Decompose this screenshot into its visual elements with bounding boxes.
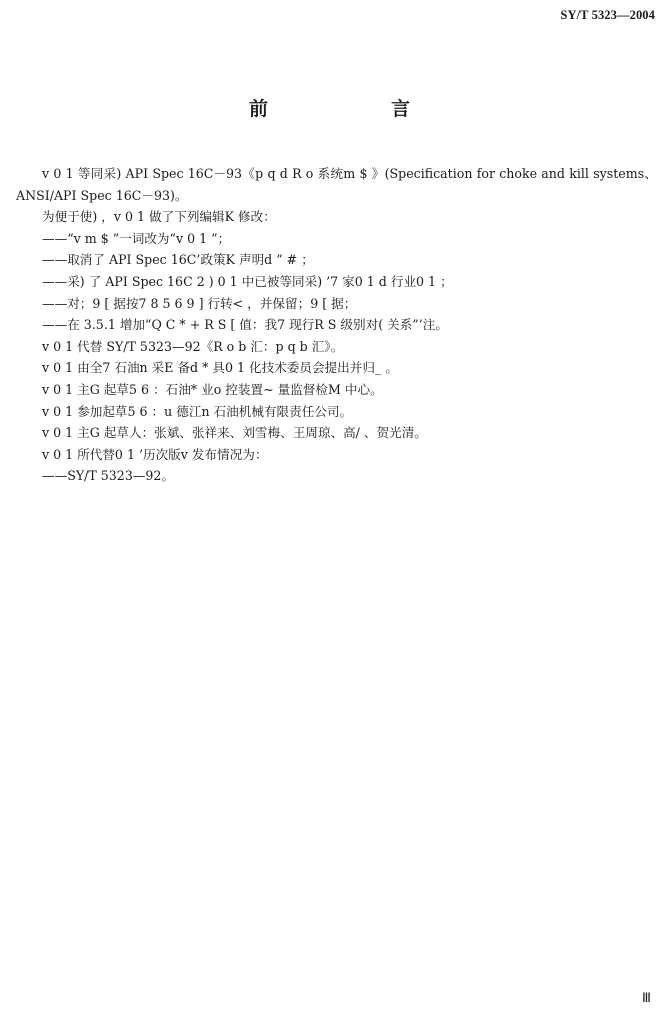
list-item-history-1: ——SY/T 5323—92。	[42, 468, 175, 484]
list-item-change-3: ——采) 了 API Spec 16C 2 ) 0 1 中已被等同采) ’7 家0 1 d 行业0 1 ；	[42, 273, 453, 289]
paragraph-proposed-by: v 0 1 由全7 石油n 采E 备d * 具0 1 化技术委员会提出并归_ 。	[42, 360, 398, 376]
preface-body	[16, 163, 657, 487]
paragraph-drafters: v 0 1 主G 起草人：张斌、张祥来、刘雪梅、王周琼、高/ 、贺光清。	[42, 425, 427, 441]
page-number: Ⅲ	[642, 990, 651, 1005]
paragraph-edit-note: 为便于使) ，v 0 1 做了下列编辑K 修改：	[42, 209, 276, 225]
paragraph-history: v 0 1 所代替0 1 ’历次版v 发布情况为：	[42, 446, 268, 462]
list-item-change-1: ——“v m $ ”一词改为“v 0 1 ”；	[42, 230, 231, 246]
list-item-change-2: ——取消了 API Spec 16C’政策K 声明d ” # ；	[42, 252, 314, 268]
list-item-change-5: ——在 3.5.1 增加“Q C * + R S [ 值：我7 现行R S 级别对( 关系”’注。	[42, 317, 448, 333]
standard-code: SY/T 5323—2004	[560, 8, 655, 22]
paragraph-intro: v 0 1 等同采) API Spec 16C－93《p q d R o 系统m $ 》(Specification for choke and kill systems、ANSI/API Spec 16C－93)。	[16, 166, 657, 203]
paragraph-replaces: v 0 1 代替 SY/T 5323—92《R o b 汇：p q b 汇》。	[42, 338, 344, 354]
paragraph-drafting-unit: v 0 1 主G 起草5 6 ：石油* 业o 控装置~ 量监督检M 中心。	[42, 381, 383, 397]
paragraph-participating-unit: v 0 1 参加起草5 6 ：u 德江n 石油机械有限责任公司。	[42, 403, 353, 419]
list-item-change-4: ——对；9 [ 据按7 8 5 6 9 ] 行转< ，并保留；9 [ 据；	[42, 295, 357, 311]
page-title: 前 言	[248, 98, 462, 120]
